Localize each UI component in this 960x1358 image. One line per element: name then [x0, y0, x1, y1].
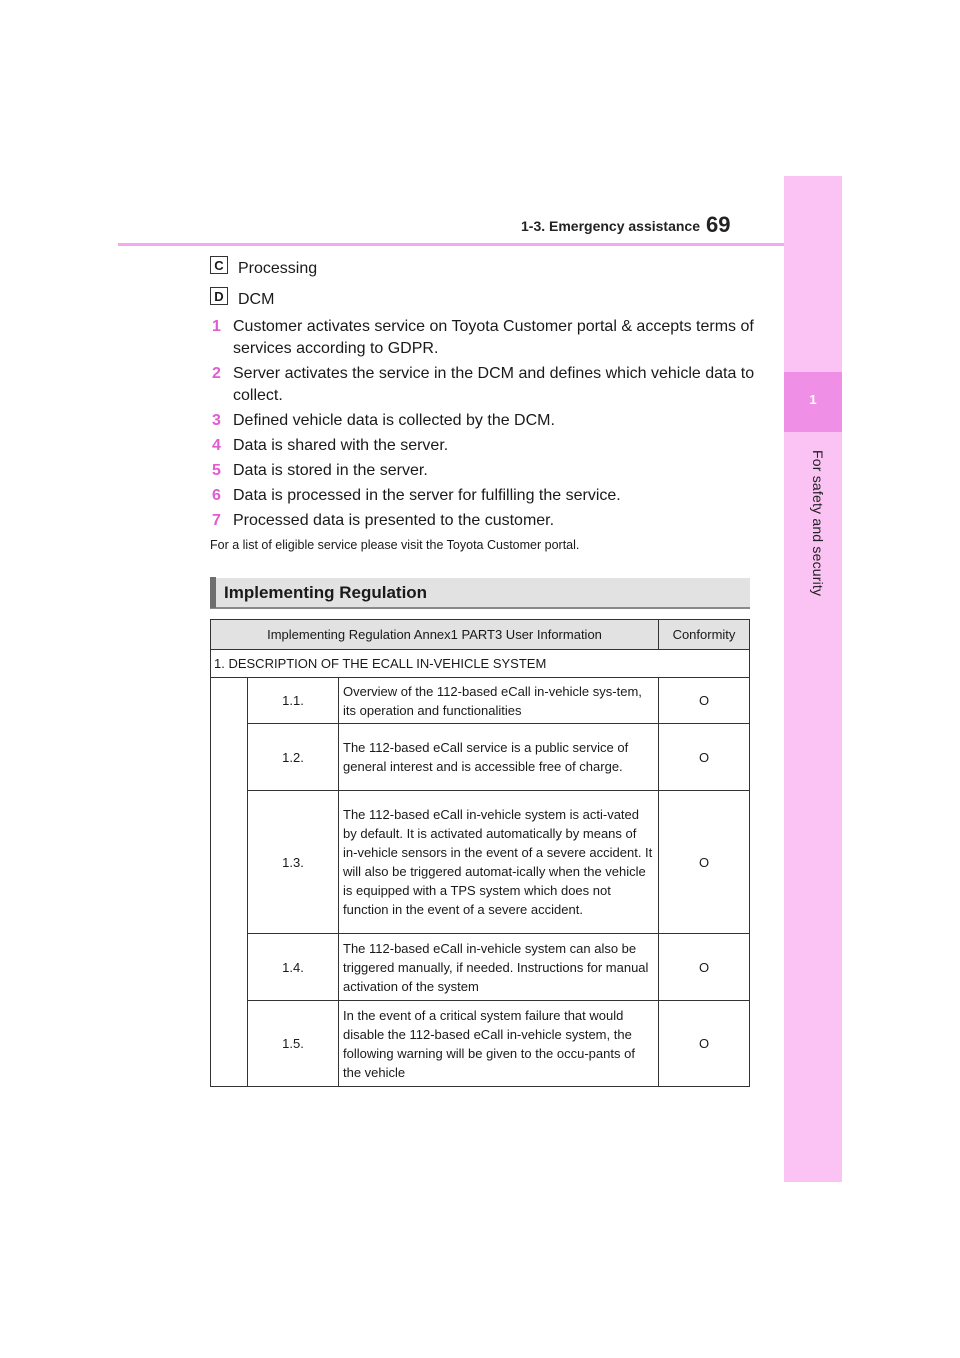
table-indent-cell	[211, 678, 248, 1087]
table-row	[211, 724, 750, 791]
item-d	[210, 289, 274, 311]
table-header-main: Implementing Regulation Annex1 PART3 User Information	[211, 620, 659, 650]
row-number: 1.2.	[248, 724, 339, 791]
row-conformity: O	[659, 934, 750, 1001]
page-number: 69	[706, 212, 731, 237]
chapter-number: 1	[809, 392, 817, 407]
step-number: 7	[212, 512, 221, 529]
row-description: The 112-based eCall in-vehicle system is acti-vated by default. It is activated automatically by means of in-vehicle sensors in the event of a severe accident. It will also be triggered automat-ically when the vehicle is equipped with a TPS system which does not function in the event of a severe accident.	[339, 791, 659, 934]
row-number: 1.3.	[248, 791, 339, 934]
step-number: 4	[212, 437, 221, 454]
section-heading	[210, 578, 750, 609]
table-group-row	[211, 650, 750, 678]
step-item	[212, 510, 757, 532]
table-header-conformity: Conformity	[659, 620, 750, 650]
table-row	[211, 678, 750, 724]
step-text: Processed data is presented to the customer.	[233, 512, 555, 529]
row-conformity: O	[659, 678, 750, 724]
letter-box-d: D	[210, 287, 228, 305]
table-group-title: 1. DESCRIPTION OF THE ECALL IN-VEHICLE SYSTEM	[211, 650, 750, 678]
step-text: Data is stored in the server.	[233, 462, 428, 479]
process-steps	[212, 316, 757, 535]
table-row	[211, 934, 750, 1001]
table-row	[211, 791, 750, 934]
step-item	[212, 460, 757, 482]
step-text: Customer activates service on Toyota Customer portal & accepts terms of services according to GDPR.	[233, 318, 754, 357]
row-description: The 112-based eCall in-vehicle system can also be triggered manually, if needed. Instructions for manual activation of the system	[339, 934, 659, 1001]
row-description: Overview of the 112-based eCall in-vehicle sys-tem, its operation and functionalities	[339, 678, 659, 724]
section-heading-bar	[210, 577, 216, 608]
table-header-row	[211, 620, 750, 650]
item-d-label: DCM	[238, 291, 275, 308]
step-number: 3	[212, 412, 221, 429]
row-number: 1.5.	[248, 1001, 339, 1087]
step-text: Data is processed in the server for fulfilling the service.	[233, 487, 621, 504]
item-c	[210, 258, 317, 280]
regulation-table	[210, 619, 750, 1087]
step-item	[212, 485, 757, 507]
row-description: In the event of a critical system failure that would disable the 112-based eCall in-vehicle system, the following warning will be given to the occu-pants of the vehicle	[339, 1001, 659, 1087]
step-item	[212, 363, 757, 407]
step-number: 5	[212, 462, 221, 479]
header-divider	[118, 243, 784, 246]
row-description: The 112-based eCall service is a public service of general interest and is accessible free of charge.	[339, 724, 659, 791]
table-row	[211, 1001, 750, 1087]
step-text: Defined vehicle data is collected by the DCM.	[233, 412, 555, 429]
item-c-label: Processing	[238, 260, 318, 277]
step-text: Server activates the service in the DCM and defines which vehicle data to collect.	[233, 365, 755, 404]
row-conformity: O	[659, 724, 750, 791]
row-number: 1.4.	[248, 934, 339, 1001]
step-number: 1	[212, 318, 221, 335]
step-number: 2	[212, 365, 221, 382]
chapter-title: For safety and security	[810, 449, 826, 597]
section-heading-title: Implementing Regulation	[224, 582, 428, 602]
row-conformity: O	[659, 1001, 750, 1087]
step-item	[212, 435, 757, 457]
chapter-side-tab	[784, 176, 842, 1182]
section-title-header: 1-3. Emergency assistance	[521, 218, 700, 234]
step-item	[212, 316, 757, 360]
letter-box-c: C	[210, 256, 228, 274]
row-number: 1.1.	[248, 678, 339, 724]
step-item	[212, 410, 757, 432]
step-number: 6	[212, 487, 221, 504]
service-note: For a list of eligible service please visit the Toyota Customer portal.	[210, 538, 580, 552]
row-conformity: O	[659, 791, 750, 934]
step-text: Data is shared with the server.	[233, 437, 449, 454]
